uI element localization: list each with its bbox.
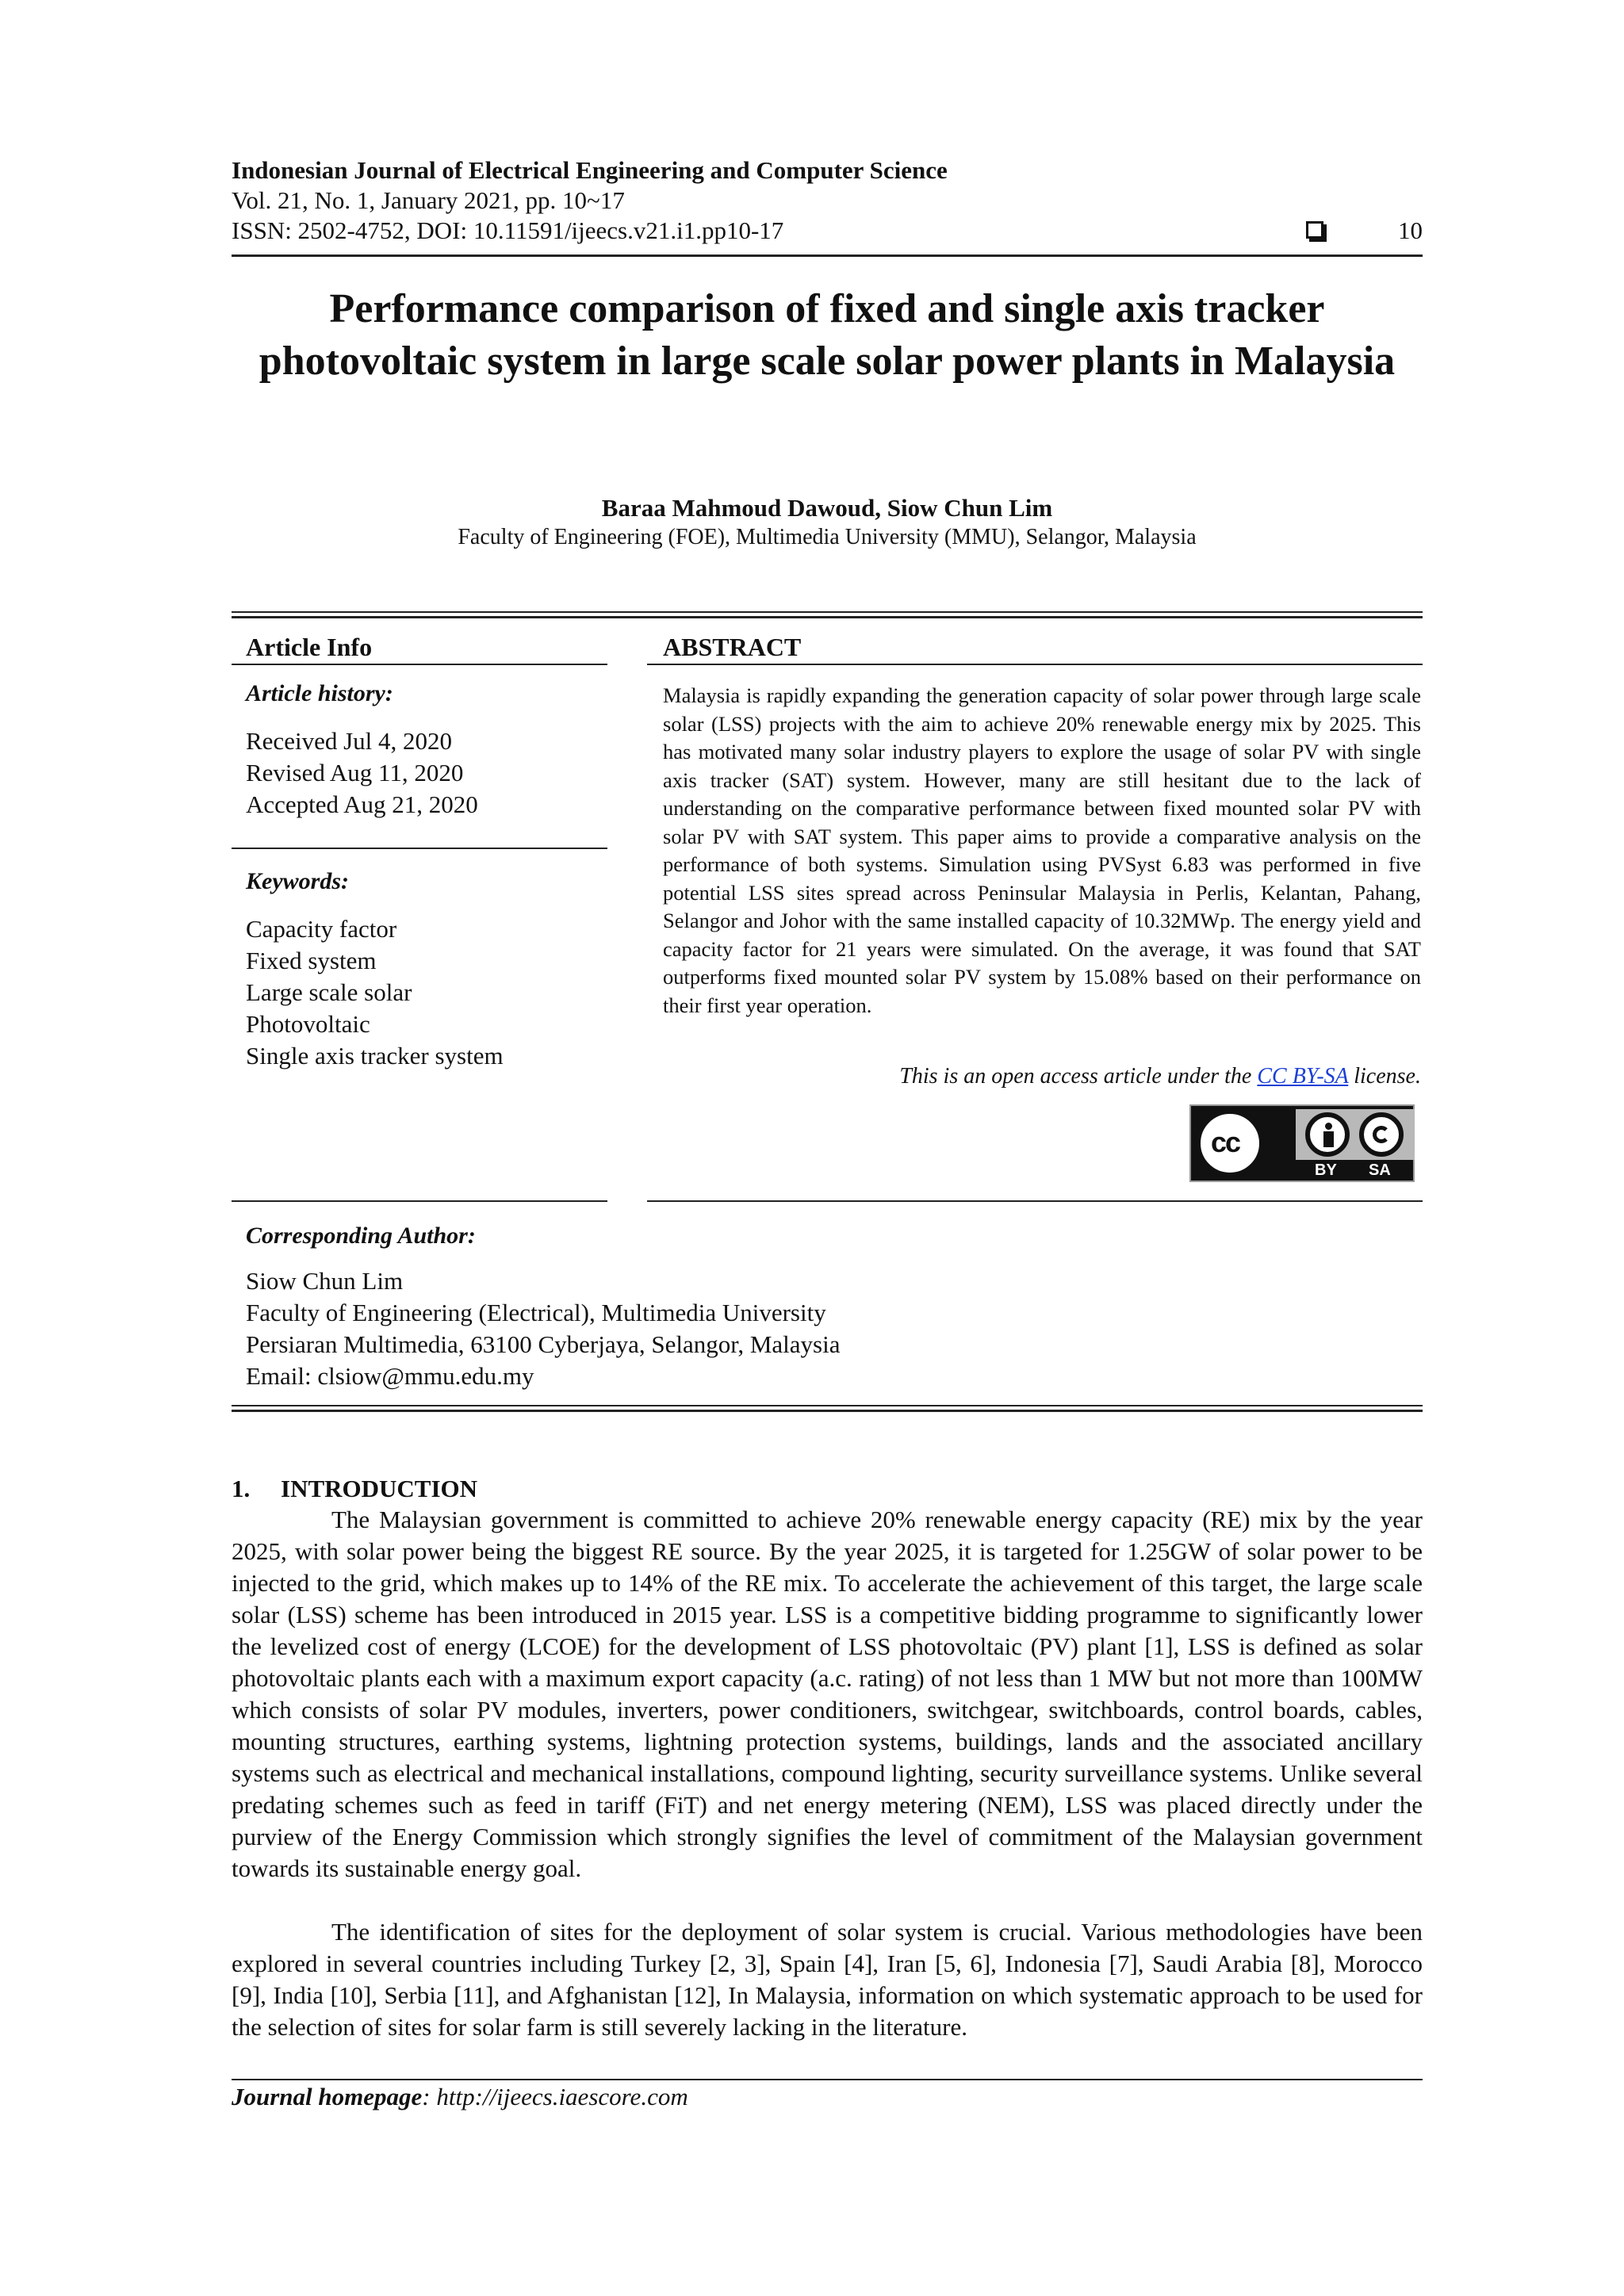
info-right-bottom-rule	[647, 1200, 1423, 1202]
keywords-list	[246, 913, 504, 1072]
volume-line: Vol. 21, No. 1, January 2021, pp. 10~17	[232, 186, 625, 214]
intro-paragraph-1: The Malaysian government is committed to achieve 20% renewable energy capacity (RE) mix by the year 2025, with solar power being the biggest RE source. By the year 2025, it is targeted for 1.25GW of solar power to be injected to the grid, which makes up to 14% of the RE mix. To accelerate the achievement of this target, the large scale solar (LSS) scheme has been introduced in 2015 year. LSS is a competitive bidding programme to significantly lower the levelized cost of energy (LCOE) for the development of LSS photovoltaic (PV) plant [1], LSS is defined as solar photovoltaic plants each with a maximum export capacity (a.c. rating) of not less than 1 MW but not more than 100MW which consists of solar PV modules, inverters, power conditioners, switchgear, switchboards, control boards, cables, mounting structures, earthing systems, lightning protection systems, buildings, lands and the associated ancillary systems such as electrical and mechanical installations, compound lighting, security surveillance systems. Unlike several predating schemes such as feed in tariff (FiT) and net energy metering (NEM), LSS was placed directly under the purview of the Energy Commission which strongly signifies the level of commitment of the Malaysian government towards its sustainable energy goal.	[232, 1506, 1423, 1882]
journal-homepage	[232, 2082, 688, 2112]
cc-icon-text: cc	[1211, 1126, 1240, 1158]
article-history-list	[246, 725, 478, 821]
keywords-rule	[232, 848, 607, 849]
info-top-rule-2	[232, 616, 1423, 618]
abstract-rule	[647, 664, 1423, 665]
keyword-item: Photovoltaic	[246, 1010, 370, 1038]
issn-line: ISSN: 2502-4752, DOI: 10.11591/ijeecs.v21.i1.pp10-17	[232, 216, 784, 244]
license-line	[663, 1062, 1421, 1091]
keyword-item: Single axis tracker system	[246, 1042, 504, 1070]
history-revised: Revised Aug 11, 2020	[246, 759, 464, 786]
footer-rule	[232, 2079, 1423, 2080]
keyword-item: Fixed system	[246, 947, 377, 974]
page-number: 10	[1398, 216, 1423, 244]
corresponding-author-block	[246, 1265, 840, 1392]
abstract-heading: ABSTRACT	[663, 633, 802, 661]
checkbox-icon	[1306, 221, 1323, 239]
corresponding-author-label: Corresponding Author:	[246, 1223, 476, 1249]
share-alike-icon	[1359, 1112, 1404, 1157]
keyword-item: Capacity factor	[246, 915, 397, 943]
footer-url[interactable]: : http://ijeecs.iaescore.com	[422, 2083, 688, 2110]
authors: Baraa Mahmoud Dawoud, Siow Chun Lim	[601, 494, 1053, 522]
header-rule	[232, 254, 1423, 257]
journal-name: Indonesian Journal of Electrical Engineering and Computer Science	[232, 156, 948, 184]
abstract-text: Malaysia is rapidly expanding the generation capacity of solar power through large scale solar (LSS) projects with the aim to achieve 20% renewable energy mix by 2025. This has motivated many solar industry players to explore the usage of solar PV with single axis tracker (SAT) system. However, many are still hesitant due to the lack of understanding on the comparative performance between fixed mounted solar PV with solar PV with SAT system. This paper aims to provide a comparative analysis on the performance of both systems. Simulation using PVSyst 6.83 was performed in five potential LSS sites spread across Peninsular Malaysia in Perlis, Kelantan, Pahang, Selangor and Johor with the same installed capacity of 10.32MWp. The energy yield and capacity factor for 21 years were simulated. On the average, it was found that SAT outperforms fixed mounted solar PV system by 15.08% based on their performance on their first year operation.	[663, 683, 1421, 1017]
article-info-heading: Article Info	[246, 633, 373, 661]
cc-icon	[1196, 1109, 1264, 1177]
intro-paragraph-2: The identification of sites for the deployment of solar system is crucial. Various methodologies have been explored in several countries including Turkey [2, 3], Spain [4], Iran [5, 6], Indonesia [7], Saudi Arabia [8], Morocco [9], India [10], Serbia [11], and Afghanistan [12], In Malaysia, information on which systematic approach to be used for the selection of sites for solar farm is still severely lacking in the literature.	[232, 1918, 1423, 2041]
corresponding-email: Email: clsiow@mmu.edu.my	[246, 1362, 534, 1390]
corresponding-name: Siow Chun Lim	[246, 1267, 404, 1295]
badge-by-label: BY	[1315, 1161, 1337, 1179]
corresponding-department: Faculty of Engineering (Electrical), Multimedia University	[246, 1299, 826, 1326]
cc-by-sa-badge[interactable]	[1189, 1104, 1415, 1182]
history-received: Received Jul 4, 2020	[246, 727, 453, 755]
keyword-item: Large scale solar	[246, 978, 412, 1006]
paper-title: Performance comparison of fixed and single axis tracker photovoltaic system in large scale solar power plants in Malaysia	[259, 286, 1396, 384]
keywords-label: Keywords:	[246, 868, 349, 894]
article-history-label: Article history:	[246, 680, 393, 706]
info-bottom-rule-1	[232, 1405, 1423, 1406]
info-top-rule-1	[232, 611, 1423, 613]
affiliation: Faculty of Engineering (FOE), Multimedia University (MMU), Selangor, Malaysia	[458, 525, 1197, 549]
footer-label: Journal homepage	[232, 2083, 423, 2110]
attribution-icon	[1305, 1112, 1350, 1157]
history-accepted: Accepted Aug 21, 2020	[246, 790, 478, 818]
badge-sa-label: SA	[1369, 1161, 1391, 1179]
section-heading-introduction: 1. INTRODUCTION	[232, 1475, 478, 1502]
article-info-rule	[232, 664, 607, 665]
corresponding-address: Persiaran Multimedia, 63100 Cyberjaya, Selangor, Malaysia	[246, 1330, 841, 1358]
license-link[interactable]: CC BY-SA	[1257, 1064, 1349, 1089]
info-left-bottom-rule	[232, 1200, 607, 1202]
info-bottom-rule-2	[232, 1410, 1423, 1412]
license-prefix: This is an open access article under the	[899, 1064, 1258, 1089]
license-suffix: license.	[1348, 1064, 1421, 1089]
